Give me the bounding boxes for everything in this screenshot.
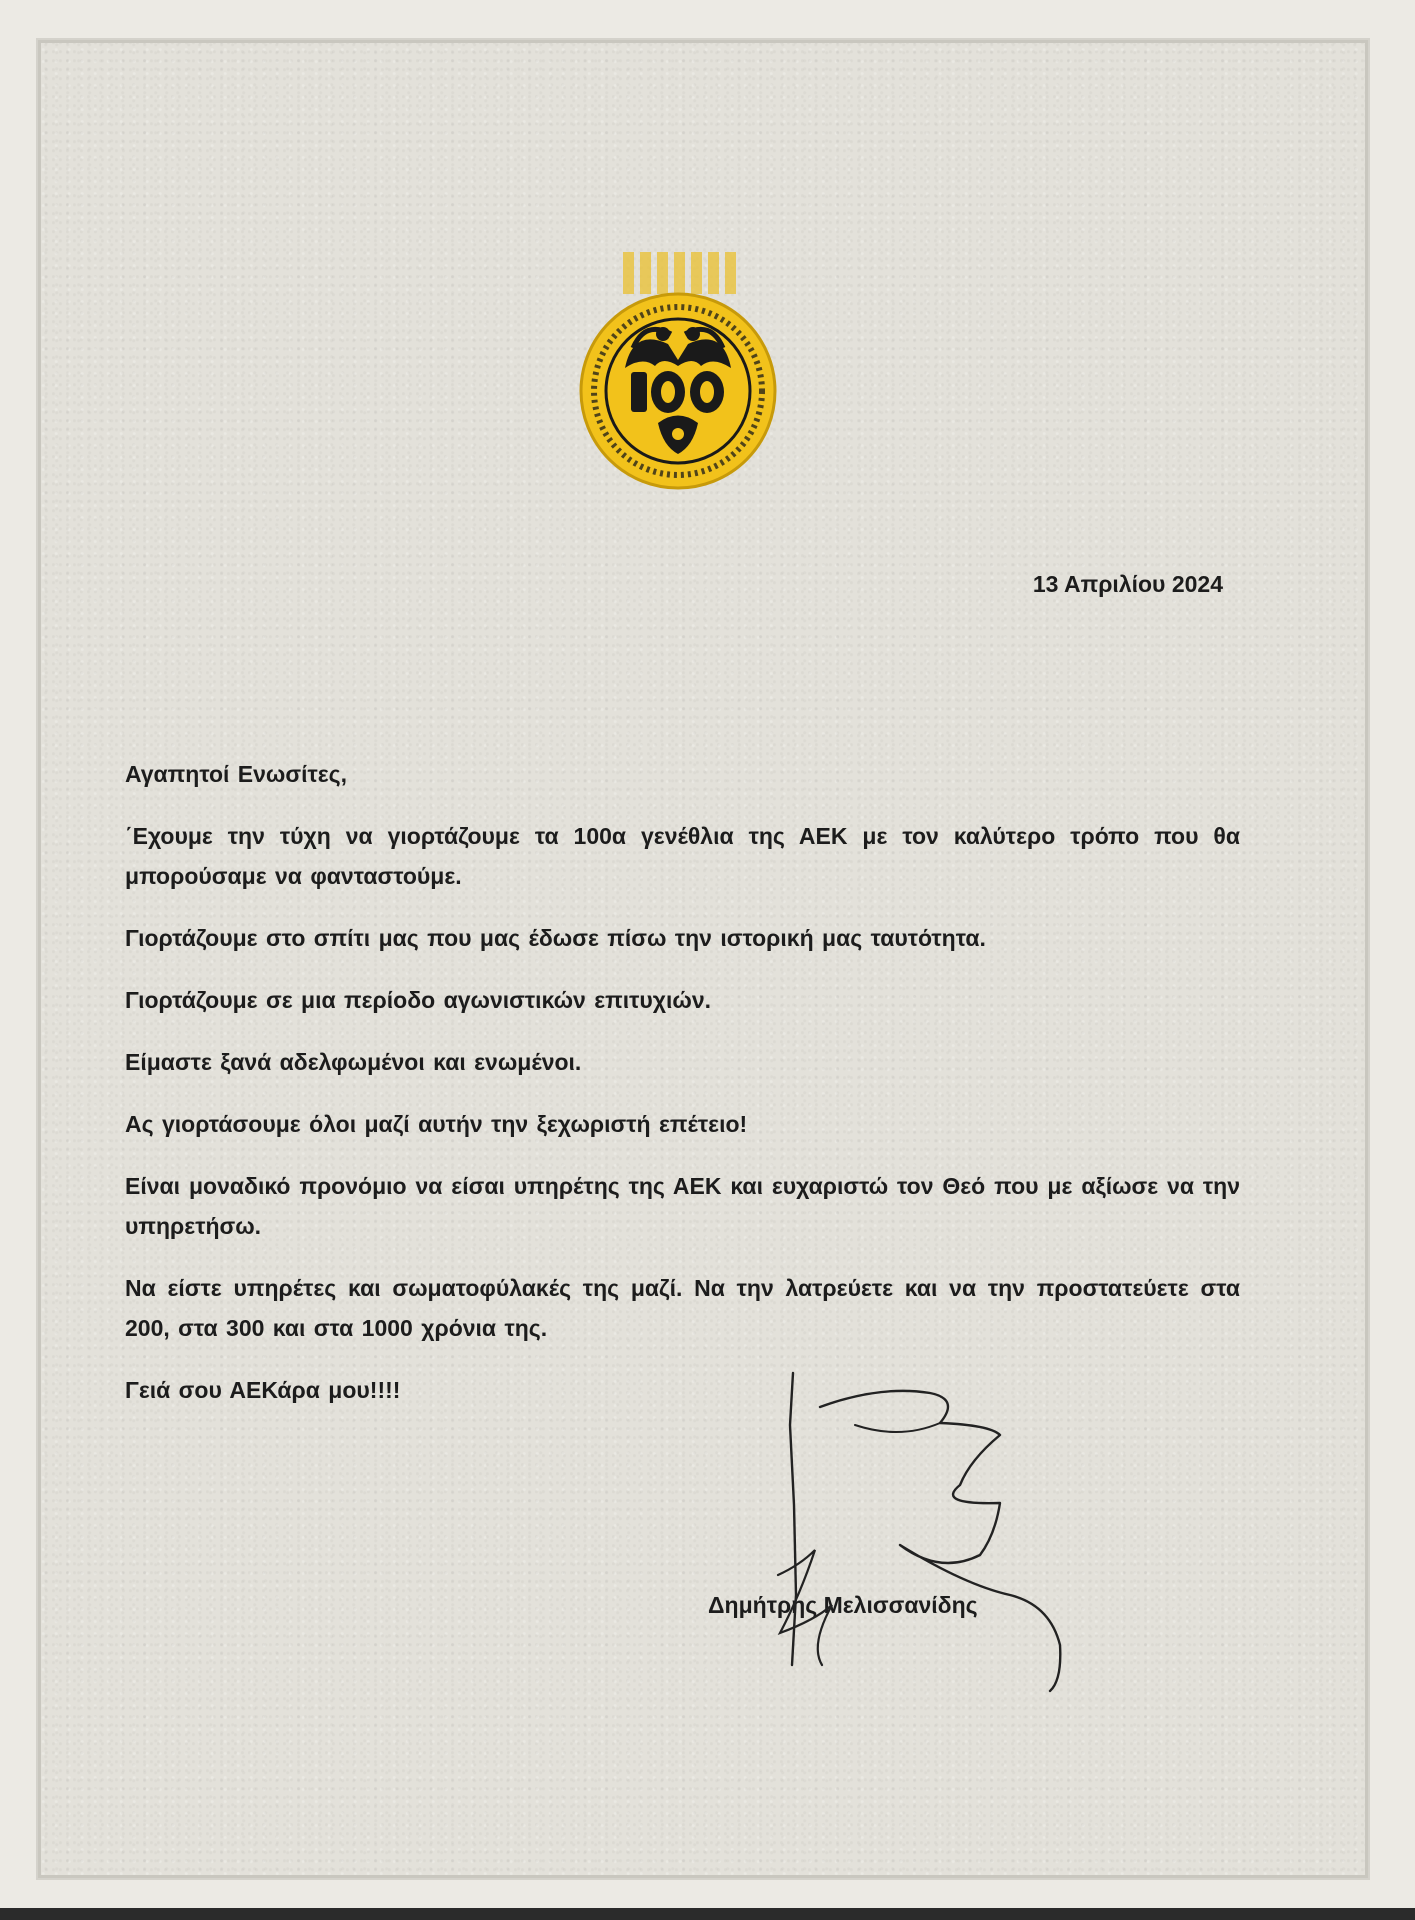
letter-paragraph: ΄Εχουμε την τύχη να γιορτάζουμε τα 100α γενέθλια της ΑΕΚ με τον καλύτερο τρόπο που θα μπορούσαμε να φανταστούμε.	[125, 823, 1240, 889]
letter-closing: Γειά σου ΑΕΚάρα μου!!!!	[125, 1377, 401, 1403]
letter-paragraph: Γιορτάζουμε σε μια περίοδο αγωνιστικών επιτυχιών.	[125, 987, 712, 1013]
letter-greeting: Αγαπητοί Ενωσίτες,	[125, 761, 348, 787]
letter-paragraph: Γιορτάζουμε στο σπίτι μας που μας έδωσε πίσω την ιστορική μας ταυτότητα.	[125, 925, 986, 951]
logo-number	[631, 371, 724, 413]
letter-paragraph: Να είστε υπηρέτες και σωματοφύλακές της μαζί. Να την λατρεύετε και να την προστατεύετε στα 200, στα 300 και στα 1000 χρόνια της.	[125, 1275, 1240, 1341]
letter-paragraph: Είναι μοναδικό προνόμιο να είσαι υπηρέτης της ΑΕΚ και ευχαριστώ τον Θεό που με αξίωσε να την υπηρετήσω.	[125, 1173, 1240, 1239]
aek-centenary-logo	[573, 248, 783, 490]
logo-stripes	[623, 252, 736, 294]
letter-paragraph: Είμαστε ξανά αδελφωμένοι και ενωμένοι.	[125, 1049, 582, 1075]
photo-bottom-edge	[0, 1908, 1415, 1920]
letter-body	[125, 754, 1240, 1432]
letter-paragraph: Ας γιορτάσουμε όλοι μαζί αυτήν την ξεχωριστή επέτειο!	[125, 1111, 748, 1137]
handwritten-signature	[760, 1365, 1110, 1695]
signatory-name: Δημήτρης Μελισσανίδης	[708, 1592, 978, 1618]
letter-date: 13 Απριλίου 2024	[1032, 571, 1223, 597]
